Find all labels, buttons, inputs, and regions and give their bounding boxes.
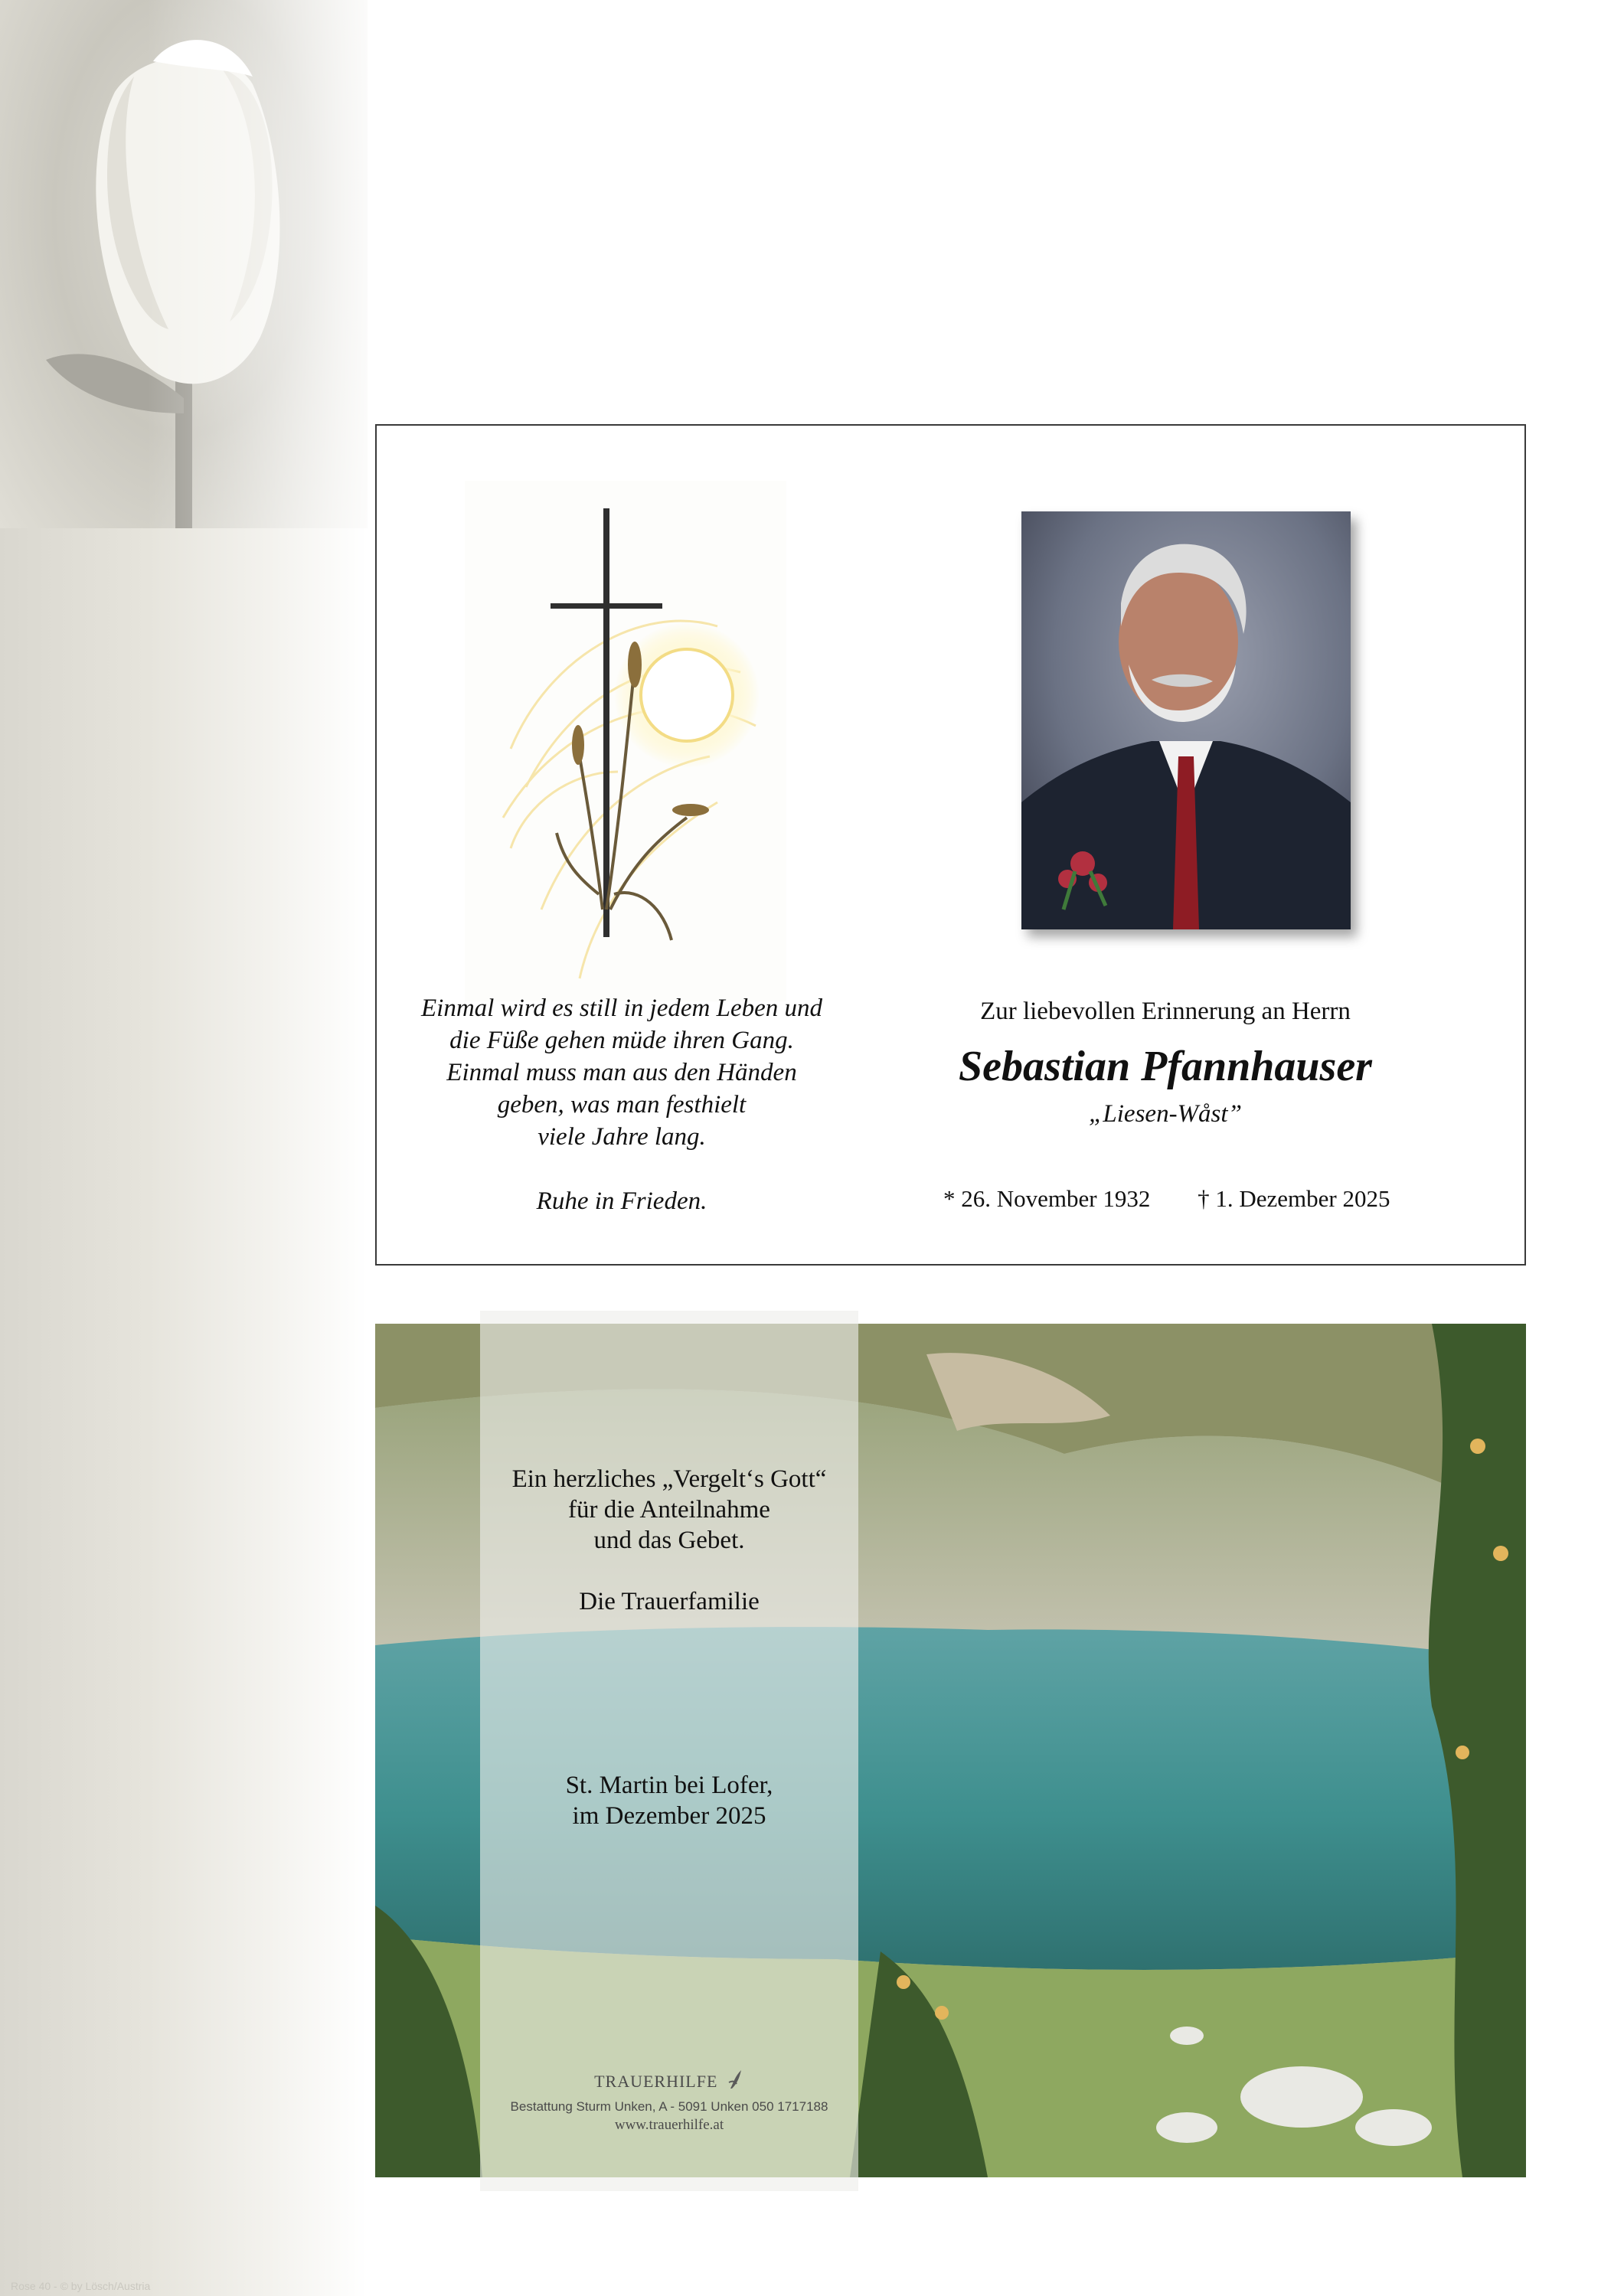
thanks-overlay-panel [480, 1311, 858, 2191]
image-copyright: Rose 40 - © by Lösch/Austria [11, 2280, 151, 2292]
date-line: im Dezember 2025 [572, 1802, 766, 1830]
funeral-home-brand [480, 2069, 858, 2093]
cross-with-wheat-icon [465, 481, 786, 1001]
memorial-card [375, 424, 1526, 1266]
thanks-line: für die Anteilnahme [568, 1496, 770, 1524]
poem-line: Einmal muss man aus den Händen [446, 1059, 797, 1086]
place-and-date [480, 1770, 858, 1831]
birth-date: * 26. November 1932 [943, 1185, 1151, 1212]
poem-line: die Füße gehen müde ihren Gang. [449, 1027, 794, 1054]
funeral-home-info [480, 2069, 858, 2134]
rose-icon [0, 0, 368, 528]
poem-line: geben, was man festhielt [497, 1091, 747, 1119]
dove-icon [727, 2069, 744, 2090]
thanks-line: und das Gebet. [593, 1527, 745, 1554]
life-dates [943, 1184, 1418, 1214]
memorial-text [943, 995, 1387, 1130]
poem-verse [407, 992, 836, 1217]
dedication-intro: Zur liebevollen Erinnerung an Herrn [980, 998, 1351, 1025]
poem-line: viele Jahre lang. [538, 1123, 706, 1151]
place-line: St. Martin bei Lofer, [565, 1772, 773, 1799]
poem-line: Einmal wird es still in jedem Leben und [421, 994, 822, 1022]
deceased-name: Sebastian Pfannhauser [959, 1043, 1372, 1090]
portrait-photo [1021, 511, 1351, 929]
funeral-home-website: www.trauerhilfe.at [614, 2117, 724, 2133]
rest-in-peace-text: Ruhe in Frieden. [536, 1187, 707, 1215]
portrait-image [1021, 511, 1351, 929]
thanks-line: Ein herzliches „Vergelt‘s Gott“ [511, 1465, 827, 1493]
thanks-message [480, 1464, 858, 1617]
death-date: † 1. Dezember 2025 [1198, 1185, 1390, 1212]
white-rose-image [0, 0, 368, 528]
mourning-family: Die Trauerfamilie [579, 1588, 760, 1615]
funeral-home-address: Bestattung Sturm Unken, A - 5091 Unken 050 1717188 [510, 2099, 828, 2114]
deceased-nickname: „Liesen-Wåst” [1089, 1100, 1242, 1128]
funeral-home-name: TRAUERHILFE [594, 2072, 718, 2091]
